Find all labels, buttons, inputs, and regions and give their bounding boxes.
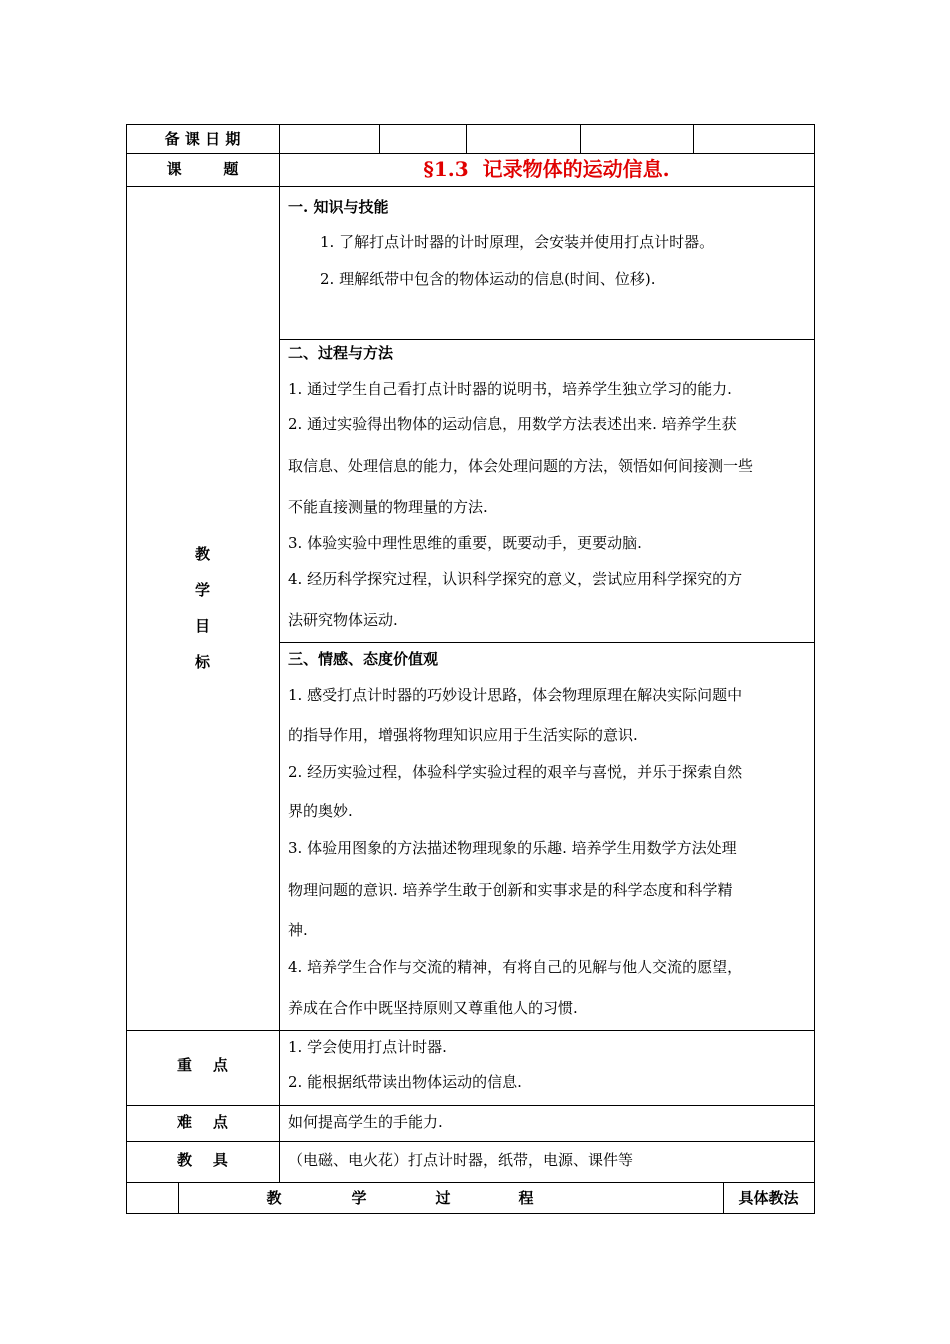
process-line: 2. 通过实验得出物体的运动信息，用数学方法表述出来. 培养学生获 xyxy=(288,415,737,433)
difficulty-label: 难 点 xyxy=(177,1113,228,1131)
knowledge-item: 2. 理解纸带中包含的物体运动的信息(时间、位移). xyxy=(320,270,656,288)
tools-label: 教 具 xyxy=(177,1151,228,1169)
objectives-label-char: 标 xyxy=(194,653,210,671)
knowledge-item: 1. 了解打点计时器的计时原理，会安装并使用打点计时器。 xyxy=(320,233,715,251)
attitude-heading: 三、情感、态度价值观 xyxy=(288,650,439,668)
attitude-line: 物理问题的意识. 培养学生敢于创新和实事求是的科学态度和科学精 xyxy=(288,881,733,899)
tools-text: （电磁、电火花）打点计时器，纸带，电源、课件等 xyxy=(288,1151,634,1169)
process-header-char: 教 xyxy=(266,1189,282,1207)
attitude-line: 3. 体验用图象的方法描述物理现象的乐趣. 培养学生用数学方法处理 xyxy=(288,839,737,857)
attitude-line: 神. xyxy=(288,921,308,939)
attitude-line: 养成在合作中既坚持原则又尊重他人的习惯. xyxy=(288,999,578,1017)
process-line: 1. 通过学生自己看打点计时器的说明书，培养学生独立学习的能力. xyxy=(288,380,732,398)
process-heading: 二、过程与方法 xyxy=(288,344,394,362)
attitude-line: 1. 感受打点计时器的巧妙设计思路，体会物理原理在解决实际问题中 xyxy=(288,686,743,704)
attitude-line: 4. 培养学生合作与交流的精神，有将自己的见解与他人交流的愿望， xyxy=(288,958,743,976)
process-header-char: 程 xyxy=(518,1189,534,1207)
objectives-label-char: 目 xyxy=(194,617,210,635)
topic-label: 课 题 xyxy=(166,160,239,178)
attitude-line: 界的奥妙. xyxy=(288,802,353,820)
attitude-line: 的指导作用，增强将物理知识应用于生活实际的意识. xyxy=(288,726,638,744)
method-label: 具体教法 xyxy=(738,1189,799,1207)
difficulty-text: 如何提高学生的手能力. xyxy=(288,1113,443,1131)
objectives-label-char: 教 xyxy=(194,545,210,563)
date-label: 备 课 日 期 xyxy=(164,130,241,148)
key-point-item: 2. 能根据纸带读出物体运动的信息. xyxy=(288,1073,522,1091)
process-line: 取信息、处理信息的能力，体会处理问题的方法，领悟如何间接测一些 xyxy=(288,457,754,475)
attitude-line: 2. 经历实验过程，体验科学实验过程的艰辛与喜悦，并乐于探索自然 xyxy=(288,763,743,781)
process-line: 法研究物体运动. xyxy=(288,611,398,629)
objectives-label-char: 学 xyxy=(194,581,210,599)
process-line: 4. 经历科学探究过程，认识科学探究的意义，尝试应用科学探究的方 xyxy=(288,570,743,588)
knowledge-heading: 一. 知识与技能 xyxy=(288,198,389,216)
process-line: 不能直接测量的物理量的方法. xyxy=(288,498,488,516)
key-point-item: 1. 学会使用打点计时器. xyxy=(288,1038,447,1056)
process-header-char: 过 xyxy=(435,1189,451,1207)
lesson-title: §1.3 记录物体的运动信息. xyxy=(423,157,670,181)
process-line: 3. 体验实验中理性思维的重要，既要动手，更要动脑. xyxy=(288,534,642,552)
process-header-char: 学 xyxy=(351,1189,367,1207)
key-points-label: 重 点 xyxy=(177,1056,228,1074)
